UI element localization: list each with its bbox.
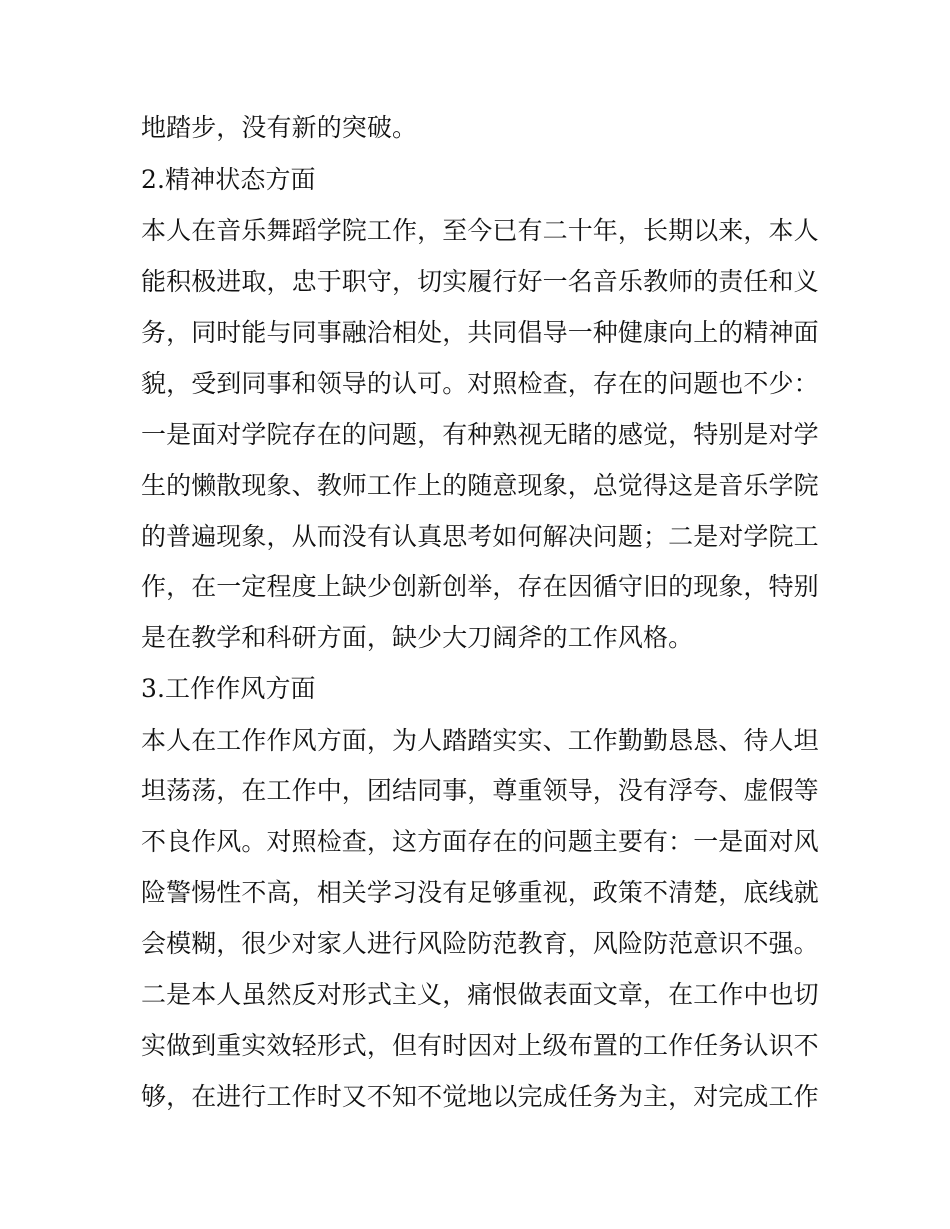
- text-line: 险警惕性不高，相关学习没有足够重视，政策不清楚，底线就: [141, 878, 819, 907]
- text-line: 坦荡荡，在工作中，团结同事，尊重领导，没有浮夸、虚假等: [141, 776, 819, 805]
- text-line: 是在教学和科研方面，缺少大刀阔斧的工作风格。: [141, 623, 694, 652]
- text-line: 二是本人虽然反对形式主义，痛恨做表面文章，在工作中也切: [141, 980, 819, 1009]
- text-line: 的普遍现象，从而没有认真思考如何解决问题；二是对学院工: [141, 522, 819, 551]
- section-heading: 3.工作作风方面: [141, 674, 316, 703]
- text-line: 地踏步，没有新的突破。: [141, 113, 418, 142]
- text-line: 能积极进取，忠于职守，切实履行好一名音乐教师的责任和义: [141, 267, 819, 296]
- text-line: 貌，受到同事和领导的认可。对照检查，存在的问题也不少：: [141, 369, 819, 398]
- text-line: 够，在进行工作时又不知不觉地以完成任务为主，对完成工作: [141, 1082, 819, 1111]
- text-line: 本人在音乐舞蹈学院工作，至今已有二十年，长期以来，本人: [141, 216, 819, 245]
- text-line: 本人在工作作风方面，为人踏踏实实、工作勤勤恳恳、待人坦: [141, 726, 819, 755]
- text-line: 会模糊，很少对家人进行风险防范教育，风险防范意识不强。: [141, 929, 819, 958]
- text-line: 务，同时能与同事融洽相处，共同倡导一种健康向上的精神面: [141, 318, 819, 347]
- text-line: 生的懒散现象、教师工作上的随意现象，总觉得这是音乐学院: [141, 471, 819, 500]
- text-line: 实做到重实效轻形式，但有时因对上级布置的工作任务认识不: [141, 1031, 819, 1060]
- section-heading: 2.精神状态方面: [141, 165, 316, 194]
- text-line: 作，在一定程度上缺少创新创举，存在因循守旧的现象，特别: [141, 572, 819, 601]
- text-line: 一是面对学院存在的问题，有种熟视无睹的感觉，特别是对学: [141, 420, 819, 449]
- text-line: 不良作风。对照检查，这方面存在的问题主要有：一是面对风: [141, 827, 819, 856]
